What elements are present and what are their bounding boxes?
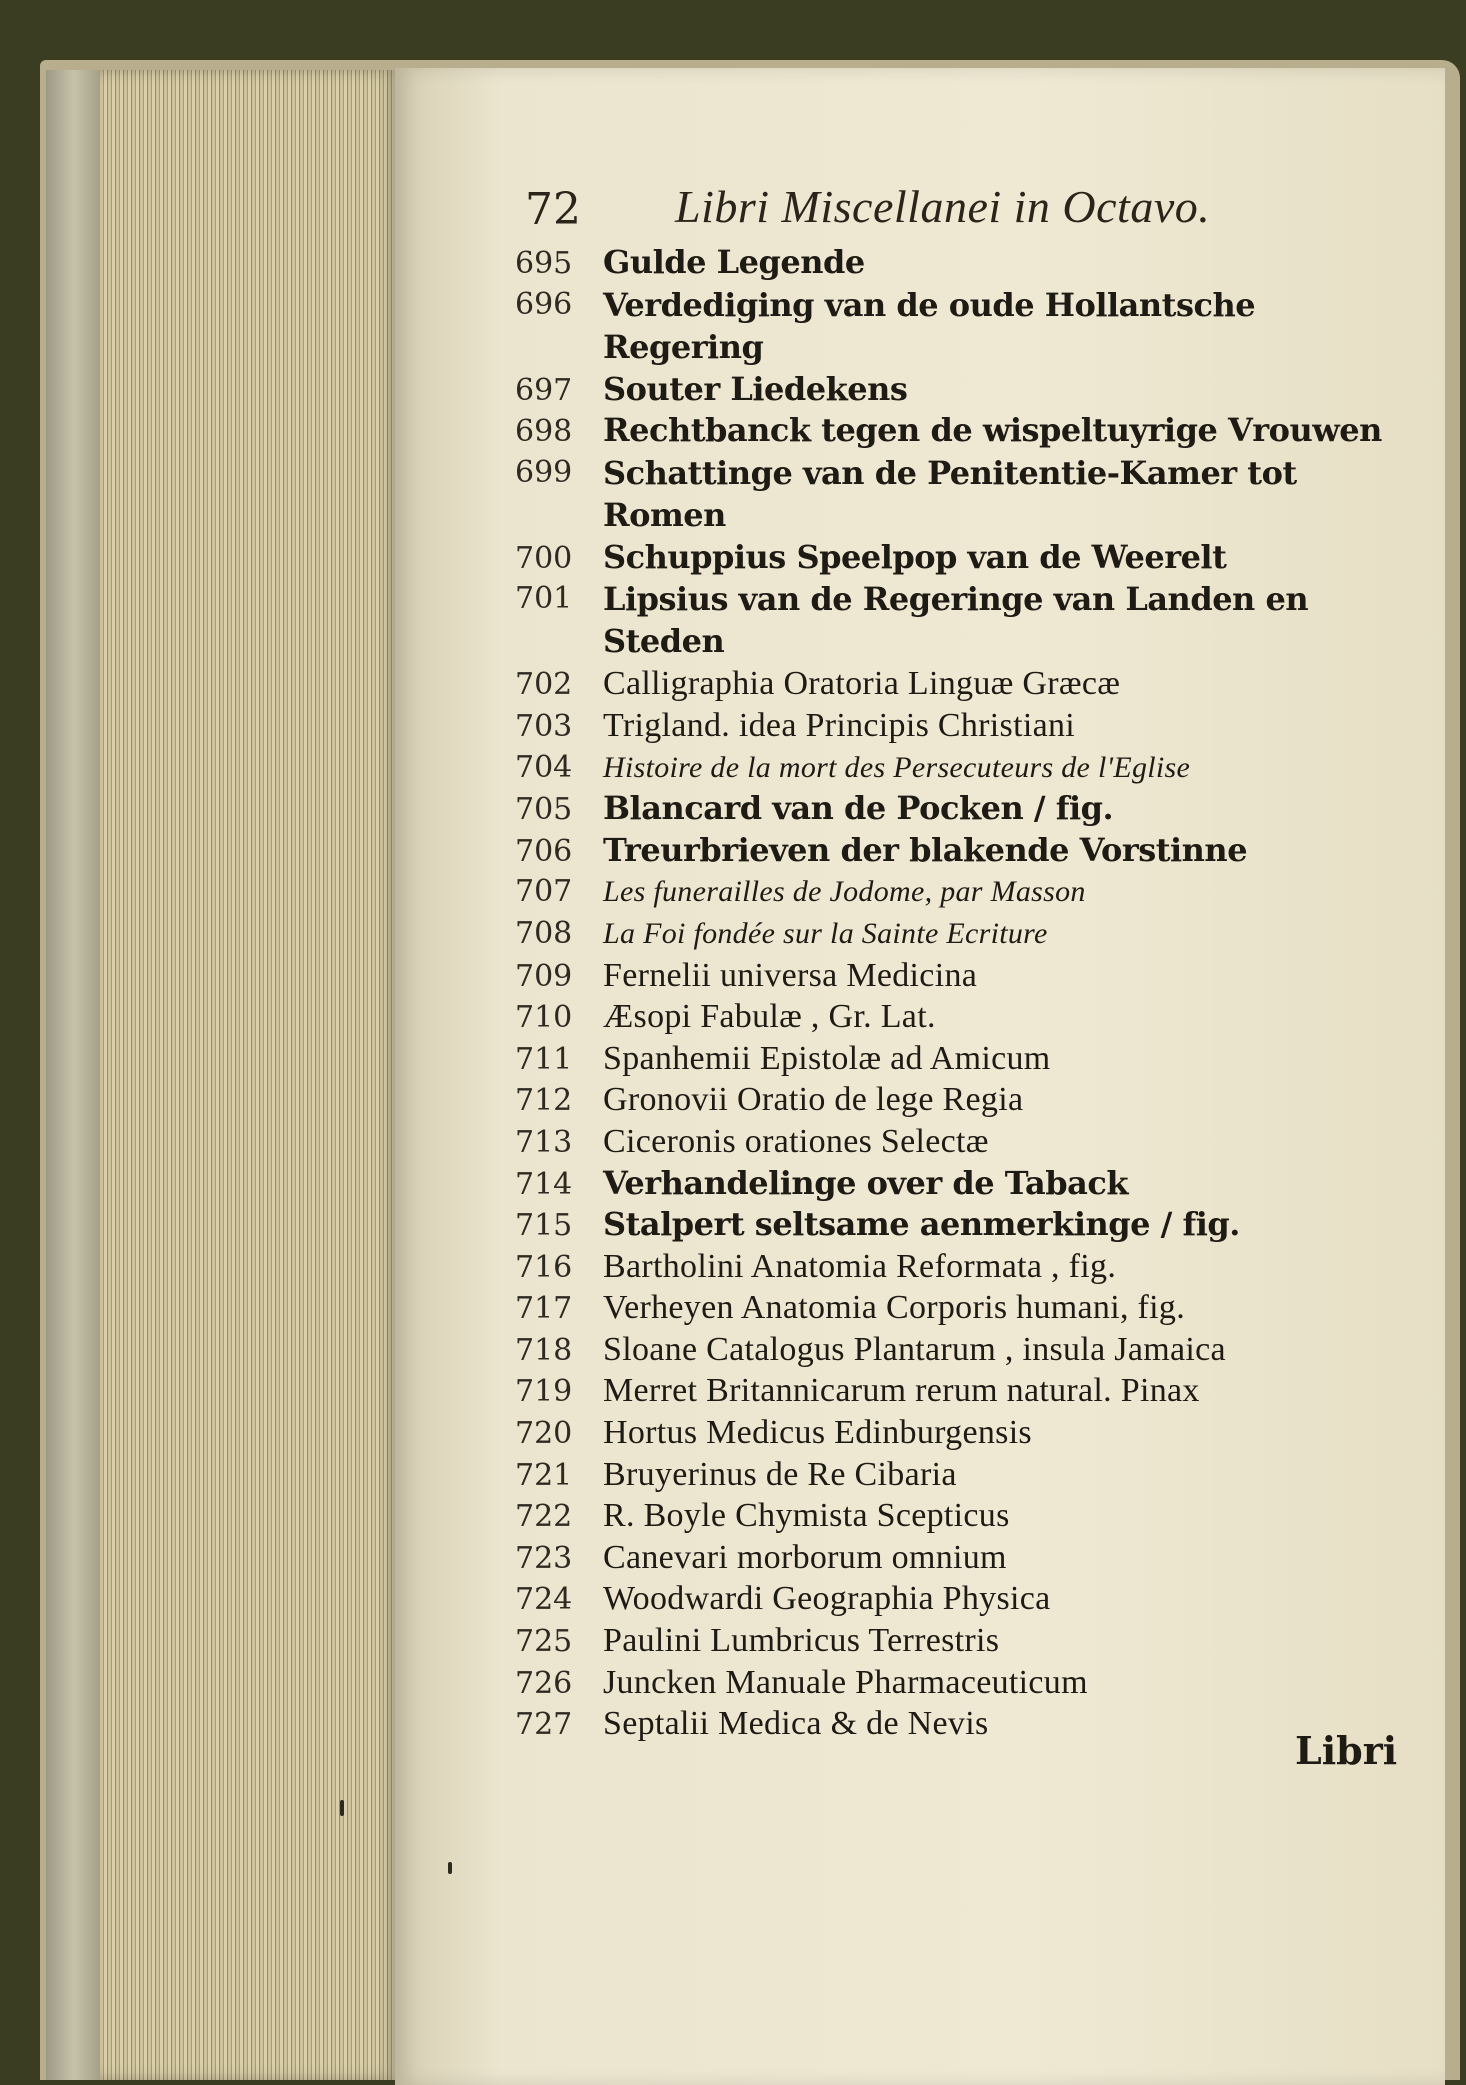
page-header [525, 180, 1325, 240]
catalog-entry [515, 1703, 1395, 1745]
catalog-entry [515, 452, 1395, 537]
entry-number: 708 [515, 915, 573, 951]
entry-title: Blancard van de Pocken / fig. [603, 789, 1114, 828]
entry-number: 720 [515, 1416, 573, 1452]
entry-number: 724 [515, 1582, 573, 1618]
entry-number: 703 [515, 708, 573, 744]
catalog-entry [515, 537, 1395, 579]
running-title: Libri Miscellanei in Octavo. [675, 181, 1211, 232]
entry-number: 699 [515, 454, 573, 490]
entry-number: 723 [515, 1540, 573, 1576]
entry-number: 707 [515, 874, 573, 910]
entry-number: 705 [515, 792, 573, 828]
entry-number: 719 [515, 1374, 573, 1410]
entry-title: Canevari morborum omnium [603, 1538, 1007, 1576]
catalog-entry [515, 1495, 1395, 1537]
entry-title: Sloane Catalogus Plantarum , insula Jamaica [603, 1330, 1226, 1368]
entry-title: Treurbrieven der blakende Vorstinne [603, 830, 1248, 869]
entry-number: 696 [515, 286, 573, 322]
catalog-entry [515, 369, 1395, 411]
entry-title: Juncken Manuale Pharmaceuticum [603, 1663, 1088, 1701]
entry-number: 715 [515, 1208, 573, 1244]
catalog-entry [515, 996, 1395, 1038]
entry-number: 702 [515, 667, 573, 703]
entry-number: 722 [515, 1499, 573, 1535]
entry-number: 712 [515, 1083, 573, 1119]
entry-number: 704 [515, 749, 573, 785]
catalog-entry [515, 871, 1395, 913]
entry-title: Bartholini Anatomia Reformata , fig. [603, 1247, 1117, 1285]
entry-number: 717 [515, 1291, 573, 1327]
catalog-entry [515, 1287, 1395, 1329]
catalog-entry [515, 663, 1395, 705]
catalog-entry [515, 1038, 1395, 1080]
entry-title: Calligraphia Oratoria Linguæ Græcæ [603, 665, 1121, 703]
paper-speck [340, 1800, 344, 1816]
entry-number: 725 [515, 1624, 573, 1660]
entry-title: Schattinge van de Penitentie-Kamer tot Romen [603, 453, 1297, 534]
entry-number: 711 [515, 1041, 573, 1077]
entry-number: 726 [515, 1665, 573, 1701]
catalog-entry [515, 284, 1395, 369]
catalog-entry [515, 1204, 1395, 1246]
entry-title: Gronovii Oratio de lege Regia [603, 1081, 1024, 1119]
catalog-entry [515, 1246, 1395, 1288]
page-number: 72 [525, 184, 581, 235]
entry-title: Paulini Lumbricus Terrestris [603, 1622, 1000, 1660]
catalog-entry [515, 955, 1395, 997]
catalog-entry [515, 1329, 1395, 1371]
entry-title: Les funerailles de Jodome, par Masson [603, 875, 1086, 909]
entry-title: Woodwardi Geographia Physica [603, 1580, 1051, 1618]
entry-title: Hortus Medicus Edinburgensis [603, 1414, 1032, 1452]
entry-number: 701 [515, 581, 573, 617]
catalog-entry [515, 913, 1395, 955]
catalog-entry [515, 1412, 1395, 1454]
catalog-entry [515, 1121, 1395, 1163]
catalog-entry [515, 1578, 1395, 1620]
entry-title: Fernelii universa Medicina [603, 956, 978, 994]
catchword: Libri [1295, 1728, 1398, 1773]
entry-number: 697 [515, 372, 573, 408]
entry-title: La Foi fondée sur la Sainte Ecriture [603, 916, 1048, 950]
catalog-entry [515, 1620, 1395, 1662]
entry-title: Stalpert seltsame aenmerkinge / fig. [603, 1205, 1240, 1244]
entry-title: Souter Liedekens [603, 369, 908, 408]
catalog-entry [515, 788, 1395, 830]
entry-number: 716 [515, 1249, 573, 1285]
catalog-entry [515, 1079, 1395, 1121]
entry-number: 721 [515, 1457, 573, 1493]
entry-title: Bruyerinus de Re Cibaria [603, 1455, 957, 1493]
entry-title: Merret Britannicarum rerum natural. Pinax [603, 1372, 1200, 1410]
catalog-entry [515, 1163, 1395, 1205]
paper-speck [448, 1862, 452, 1874]
catalog-entries [515, 242, 1395, 1745]
entry-title: Trigland. idea Principis Christiani [603, 706, 1076, 744]
entry-number: 710 [515, 1000, 573, 1036]
catalog-entry [515, 747, 1395, 789]
entry-title: Verheyen Anatomia Corporis humani, fig. [603, 1289, 1186, 1327]
entry-title: Ciceronis orationes Selectæ [603, 1122, 989, 1160]
entry-title: Lipsius van de Regeringe van Landen en Steden [603, 580, 1309, 661]
entry-number: 714 [515, 1166, 573, 1202]
entry-title: Rechtbanck tegen de wispeltuyrige Vrouwen [603, 411, 1382, 450]
entry-title: Histoire de la mort des Persecuteurs de l'Eglise [603, 750, 1191, 784]
catalog-entry [515, 1537, 1395, 1579]
entry-title: Verdediging van de oude Hollantsche Regering [603, 285, 1256, 366]
entry-title: Schuppius Speelpop van de Weerelt [603, 537, 1227, 576]
page-edges [100, 70, 400, 2080]
catalog-entry [515, 1370, 1395, 1412]
entry-number: 695 [515, 246, 573, 281]
entry-number: 727 [515, 1707, 573, 1743]
catalog-entry [515, 410, 1395, 452]
entry-number: 718 [515, 1332, 573, 1368]
entry-title: Æsopi Fabulæ , Gr. Lat. [603, 998, 936, 1036]
catalog-entry [515, 1662, 1395, 1704]
catalog-entry [515, 830, 1395, 872]
entry-title: Spanhemii Epistolæ ad Amicum [603, 1039, 1051, 1077]
entry-number: 713 [515, 1124, 573, 1160]
entry-number: 698 [515, 414, 573, 450]
entry-title: Septalii Medica & de Nevis [603, 1705, 989, 1743]
entry-number: 700 [515, 540, 573, 576]
catalog-entry [515, 705, 1395, 747]
catalog-entry [515, 578, 1395, 663]
catalog-entry [515, 242, 1395, 284]
entry-number: 706 [515, 833, 573, 869]
entry-title: R. Boyle Chymista Scepticus [603, 1497, 1010, 1535]
catalog-entry [515, 1454, 1395, 1496]
entry-title: Gulde Legende [603, 243, 865, 281]
entry-title: Verhandelinge over de Taback [603, 1163, 1128, 1202]
entry-number: 709 [515, 958, 573, 994]
